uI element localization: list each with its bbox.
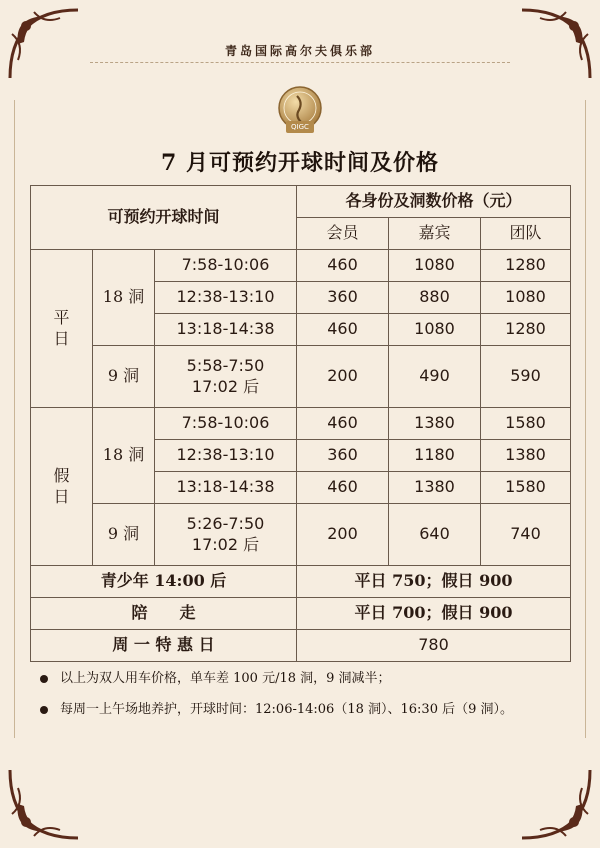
list-item [38, 701, 578, 719]
frame-line-right [585, 100, 586, 738]
price-member: 460 [297, 250, 389, 282]
price-member: 200 [297, 346, 389, 408]
price-member: 200 [297, 504, 389, 566]
table-row [31, 504, 571, 566]
companion-label: 陪 走 [31, 598, 297, 630]
price-group: 1280 [481, 250, 571, 282]
frame-line-left [14, 100, 15, 738]
notes-list [38, 670, 578, 732]
price-group: 1380 [481, 440, 571, 472]
tee-time: 7:58-10:06 [155, 408, 297, 440]
tee-time: 5:26-7:50 17:02 后 [155, 504, 297, 566]
price-guest: 880 [389, 282, 481, 314]
club-name-header: 青岛国际高尔夫俱乐部 [224, 44, 375, 58]
time-header: 可预约开球时间 [31, 186, 297, 250]
tee-time: 13:18-14:38 [155, 472, 297, 504]
companion-price: 平日 700；假日 900 [297, 598, 571, 630]
table-row [31, 250, 571, 282]
holiday-9-holes-label: 9 洞 [93, 504, 155, 566]
price-group: 1280 [481, 314, 571, 346]
holiday-18-holes-label: 18 洞 [93, 408, 155, 504]
column-member: 会员 [297, 218, 389, 250]
corner-ornament-bottom-right [516, 764, 596, 844]
bullet-icon [40, 675, 48, 683]
corner-ornament-bottom-left [4, 764, 84, 844]
price-header: 各身份及洞数价格（元） [297, 186, 571, 218]
youth-label: 青少年 14:00 后 [31, 566, 297, 598]
price-member: 460 [297, 314, 389, 346]
holiday-label: 假 日 [31, 408, 93, 566]
table-row [31, 566, 571, 598]
price-table [30, 185, 571, 662]
price-group: 1580 [481, 472, 571, 504]
price-member: 460 [297, 472, 389, 504]
weekday-label: 平 日 [31, 250, 93, 408]
table-row [31, 598, 571, 630]
youth-price: 平日 750；假日 900 [297, 566, 571, 598]
list-item [38, 670, 578, 688]
header-divider [90, 62, 510, 63]
price-guest: 640 [389, 504, 481, 566]
logo-badge-text: QIGC [291, 123, 309, 131]
table-row [31, 630, 571, 662]
monday-special-price: 780 [297, 630, 571, 662]
table-row [31, 408, 571, 440]
price-guest: 490 [389, 346, 481, 408]
tee-time: 12:38-13:10 [155, 282, 297, 314]
note-text: 每周一上午场地养护，开球时间：12:06-14:06（18 洞）、16:30 后（9 洞）。 [60, 702, 513, 717]
price-group: 1080 [481, 282, 571, 314]
price-guest: 1180 [389, 440, 481, 472]
tee-time: 13:18-14:38 [155, 314, 297, 346]
price-member: 360 [297, 282, 389, 314]
tee-time: 7:58-10:06 [155, 250, 297, 282]
price-guest: 1380 [389, 472, 481, 504]
tee-time: 5:58-7:50 17:02 后 [155, 346, 297, 408]
price-group: 740 [481, 504, 571, 566]
monday-special-label: 周 一 特 惠 日 [31, 630, 297, 662]
price-guest: 1380 [389, 408, 481, 440]
page-title: 7 月可预约开球时间及价格 [161, 150, 439, 176]
price-guest: 1080 [389, 314, 481, 346]
price-group: 590 [481, 346, 571, 408]
table-header-row [31, 186, 571, 218]
table-row [31, 346, 571, 408]
bullet-icon [40, 706, 48, 714]
price-member: 360 [297, 440, 389, 472]
note-text: 以上为双人用车价格，单车差 100 元/18 洞，9 洞减半； [60, 671, 391, 686]
column-guest: 嘉宾 [389, 218, 481, 250]
price-member: 460 [297, 408, 389, 440]
price-guest: 1080 [389, 250, 481, 282]
tee-time: 12:38-13:10 [155, 440, 297, 472]
column-group: 团队 [481, 218, 571, 250]
weekday-18-holes-label: 18 洞 [93, 250, 155, 346]
weekday-9-holes-label: 9 洞 [93, 346, 155, 408]
price-group: 1580 [481, 408, 571, 440]
